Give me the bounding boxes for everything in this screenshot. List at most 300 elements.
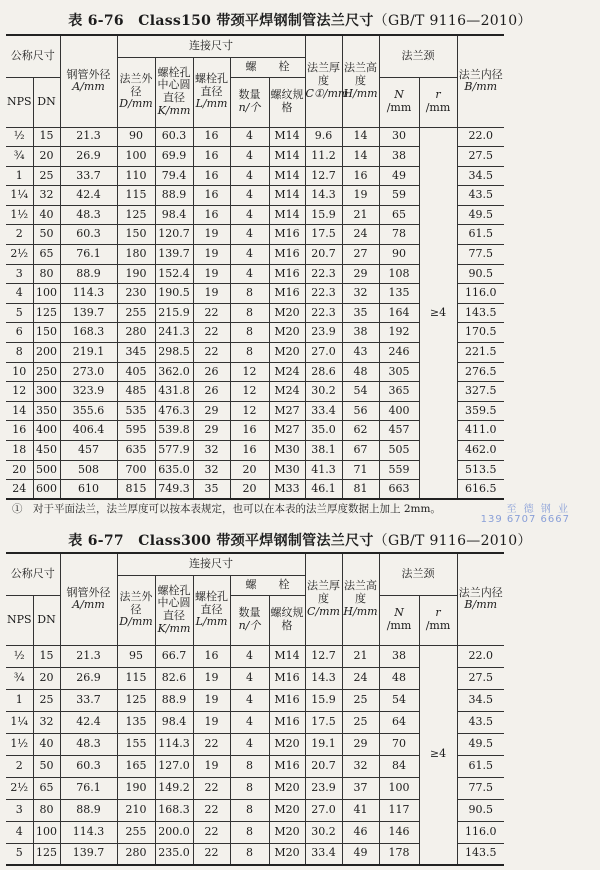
dn-cell: 20: [33, 147, 60, 167]
dn-cell: 65: [33, 245, 60, 265]
unit: D/mm: [119, 615, 153, 629]
bolt-hole-cell: 26: [193, 362, 230, 382]
pipe-od-header: [60, 35, 117, 127]
h: 钢管外径: [66, 67, 111, 81]
dn-cell: 32: [33, 186, 60, 206]
dn-cell: 125: [33, 843, 60, 865]
pipe-od-cell: 355.6: [60, 401, 117, 421]
flange-od-cell: 180: [117, 245, 155, 265]
neck-n-cell: 100: [379, 777, 419, 799]
nps-cell: 14: [6, 401, 33, 421]
nps-cell: 1¼: [6, 711, 33, 733]
flange-od-cell: 100: [117, 147, 155, 167]
bore-cell: 276.5: [457, 362, 504, 382]
table1-title: [0, 10, 600, 30]
h: 法兰内径: [458, 585, 503, 599]
flange-od-cell: 815: [117, 480, 155, 500]
h: 数量: [238, 606, 261, 620]
dn-cell: 600: [33, 480, 60, 500]
bolt-qty-cell: 4: [230, 225, 269, 245]
neck-n-cell: 48: [379, 667, 419, 689]
bolt-qty-cell: 12: [230, 401, 269, 421]
bolt-circle-cell: 362.0: [155, 362, 193, 382]
flange-od-cell: 485: [117, 382, 155, 402]
bolt-circle-header: [155, 57, 193, 127]
h: 法兰高度: [344, 61, 377, 87]
nominal-size-header-cell: [6, 35, 60, 77]
neck-n-cell: 49: [379, 166, 419, 186]
neck-n-cell: 108: [379, 264, 419, 284]
dn-cell: 100: [33, 284, 60, 304]
neck-n-cell: 64: [379, 711, 419, 733]
h: 钢管外径: [66, 585, 111, 599]
h: N: [394, 606, 404, 620]
bolt-qty-cell: 20: [230, 480, 269, 500]
bolt-qty-cell: 4: [230, 186, 269, 206]
thread-spec-cell: M14: [269, 127, 305, 147]
unit: K/mm: [157, 621, 191, 635]
pipe-od-cell: 323.9: [60, 382, 117, 402]
thread-spec-cell: M16: [269, 755, 305, 777]
bore-cell: 221.5: [457, 343, 504, 363]
neck-n-cell: 192: [379, 323, 419, 343]
thickness-cell: 9.6: [305, 127, 342, 147]
neck-n-header: [379, 77, 419, 127]
neck-n-cell: 38: [379, 645, 419, 667]
thickness-cell: 22.3: [305, 303, 342, 323]
thread-spec-header: [269, 77, 305, 127]
height-cell: 43: [342, 343, 379, 363]
connection-header: [117, 553, 305, 575]
thread-spec-cell: M16: [269, 711, 305, 733]
bolt-hole-cell: 19: [193, 689, 230, 711]
pipe-od-cell: 60.3: [60, 755, 117, 777]
neck-n-cell: 90: [379, 245, 419, 265]
h: 法兰颈: [401, 566, 435, 580]
bolt-circle-cell: 476.3: [155, 401, 193, 421]
height-cell: 32: [342, 755, 379, 777]
h: 螺栓孔中心圆直径: [157, 583, 191, 622]
neck-n-cell: 54: [379, 689, 419, 711]
bolt-hole-cell: 29: [193, 421, 230, 441]
h: NPS: [6, 612, 32, 626]
bolt-circle-header: [155, 575, 193, 645]
h: 法兰颈: [401, 48, 435, 62]
bore-cell: 116.0: [457, 821, 504, 843]
nps-cell: 1: [6, 166, 33, 186]
dn-cell: 25: [33, 166, 60, 186]
thickness-cell: 23.9: [305, 777, 342, 799]
connection-header: [117, 35, 305, 57]
bolt-hole-header: [193, 57, 230, 127]
bolt-circle-cell: 190.5: [155, 284, 193, 304]
nps-header: [6, 77, 33, 127]
bolt-header: [230, 57, 305, 77]
h: 螺栓孔直径: [195, 72, 228, 98]
height-cell: 25: [342, 711, 379, 733]
neck-n-cell: 70: [379, 733, 419, 755]
nominal-size-header: 公称尺寸: [10, 48, 55, 62]
bolt-circle-cell: 241.3: [155, 323, 193, 343]
bore-cell: 327.5: [457, 382, 504, 402]
thread-spec-cell: M14: [269, 186, 305, 206]
thread-spec-cell: M33: [269, 480, 305, 500]
nps-cell: 12: [6, 382, 33, 402]
unit: B/mm: [464, 598, 498, 612]
neck-n-cell: 663: [379, 480, 419, 500]
neck-n-cell: 65: [379, 205, 419, 225]
neck-n-cell: 146: [379, 821, 419, 843]
flange-od-cell: 255: [117, 303, 155, 323]
neck-n-cell: 559: [379, 460, 419, 480]
pipe-od-cell: 33.7: [60, 689, 117, 711]
thread-spec-cell: M27: [269, 421, 305, 441]
h: r: [435, 606, 441, 620]
pipe-od-cell: 168.3: [60, 323, 117, 343]
thickness-cell: 23.9: [305, 323, 342, 343]
bolt-circle-cell: 168.3: [155, 799, 193, 821]
bolt-qty-cell: 4: [230, 264, 269, 284]
bolt-qty-cell: 8: [230, 777, 269, 799]
pipe-od-cell: 26.9: [60, 667, 117, 689]
flange-od-cell: 405: [117, 362, 155, 382]
thickness-header: [305, 553, 342, 645]
title-text: 表 6-76 Class150 带颈平焊钢制管法兰尺寸: [68, 13, 374, 29]
thickness-cell: 33.4: [305, 843, 342, 865]
dn-cell: 500: [33, 460, 60, 480]
height-cell: 37: [342, 777, 379, 799]
nps-cell: 1¼: [6, 186, 33, 206]
bolt-hole-cell: 26: [193, 382, 230, 402]
bolt-circle-cell: 152.4: [155, 264, 193, 284]
height-cell: 21: [342, 645, 379, 667]
flange-od-cell: 280: [117, 843, 155, 865]
flange-od-cell: 165: [117, 755, 155, 777]
bolt-qty-cell: 8: [230, 843, 269, 865]
bolt-circle-cell: 749.3: [155, 480, 193, 500]
pipe-od-cell: 76.1: [60, 245, 117, 265]
nps-cell: 5: [6, 843, 33, 865]
class150-flange-table: [6, 34, 504, 500]
pipe-od-cell: 114.3: [60, 284, 117, 304]
height-cell: 81: [342, 480, 379, 500]
flange-od-cell: 700: [117, 460, 155, 480]
table-row: [6, 127, 504, 147]
bolt-hole-cell: 22: [193, 799, 230, 821]
h: 螺纹规格: [270, 88, 304, 114]
bore-cell: 34.5: [457, 166, 504, 186]
bolt-hole-cell: 32: [193, 441, 230, 461]
neck-n-cell: 38: [379, 147, 419, 167]
neck-n-header: [379, 595, 419, 645]
pipe-od-cell: 88.9: [60, 799, 117, 821]
unit: H/mm: [343, 86, 378, 100]
bore-cell: 61.5: [457, 225, 504, 245]
bolt-hole-header: [193, 575, 230, 645]
bolt-qty-cell: 4: [230, 733, 269, 755]
height-cell: 19: [342, 186, 379, 206]
bolt-circle-cell: 120.7: [155, 225, 193, 245]
bore-cell: 27.5: [457, 667, 504, 689]
bore-cell: 170.5: [457, 323, 504, 343]
bore-cell: 143.5: [457, 843, 504, 865]
bolt-circle-cell: 114.3: [155, 733, 193, 755]
thread-spec-cell: M20: [269, 821, 305, 843]
neck-n-cell: 117: [379, 799, 419, 821]
thread-spec-cell: M14: [269, 645, 305, 667]
neck-n-cell: 178: [379, 843, 419, 865]
bolt-qty-header: [230, 77, 269, 127]
h: 法兰内径: [458, 67, 503, 81]
bolt-circle-cell: 82.6: [155, 667, 193, 689]
bolt-circle-cell: 298.5: [155, 343, 193, 363]
flange-od-cell: 210: [117, 799, 155, 821]
bolt-hole-cell: 32: [193, 460, 230, 480]
dn-cell: 15: [33, 645, 60, 667]
table2-title: [0, 530, 600, 550]
pipe-od-cell: 508: [60, 460, 117, 480]
dn-cell: 32: [33, 711, 60, 733]
pipe-od-cell: 457: [60, 441, 117, 461]
height-cell: 49: [342, 843, 379, 865]
bore-cell: 43.5: [457, 711, 504, 733]
flange-od-cell: 150: [117, 225, 155, 245]
nps-cell: ¾: [6, 667, 33, 689]
h: 螺 栓: [245, 577, 290, 591]
bolt-hole-cell: 22: [193, 777, 230, 799]
pipe-od-cell: 33.7: [60, 166, 117, 186]
thread-spec-cell: M14: [269, 205, 305, 225]
bolt-qty-cell: 16: [230, 441, 269, 461]
unit: B/mm: [464, 80, 498, 94]
bolt-hole-cell: 22: [193, 343, 230, 363]
flange-od-cell: 190: [117, 777, 155, 799]
bolt-circle-cell: 200.0: [155, 821, 193, 843]
dn-cell: 125: [33, 303, 60, 323]
unit: A/mm: [72, 80, 105, 94]
height-cell: 27: [342, 245, 379, 265]
thread-spec-cell: M14: [269, 166, 305, 186]
bore-cell: 77.5: [457, 245, 504, 265]
thread-spec-cell: M20: [269, 343, 305, 363]
unit: n/个: [238, 101, 261, 114]
pipe-od-cell: 88.9: [60, 264, 117, 284]
thickness-cell: 22.3: [305, 264, 342, 284]
thickness-cell: 33.4: [305, 401, 342, 421]
neck-r-header: [419, 77, 457, 127]
bolt-qty-header: [230, 595, 269, 645]
bore-header: [457, 553, 504, 645]
thickness-cell: 15.9: [305, 205, 342, 225]
unit: /mm: [425, 619, 451, 632]
flange-od-cell: 135: [117, 711, 155, 733]
flange-od-cell: 345: [117, 343, 155, 363]
neck-r-header: [419, 595, 457, 645]
bolt-circle-cell: 577.9: [155, 441, 193, 461]
thread-spec-cell: M16: [269, 284, 305, 304]
title-standard: （GB/T 9116—2010）: [373, 13, 532, 29]
h: NPS: [6, 94, 32, 108]
neck-n-cell: 505: [379, 441, 419, 461]
bore-cell: 513.5: [457, 460, 504, 480]
flange-od-cell: 230: [117, 284, 155, 304]
bolt-circle-cell: 149.2: [155, 777, 193, 799]
nps-cell: 16: [6, 421, 33, 441]
nps-cell: 4: [6, 821, 33, 843]
bolt-header: [230, 575, 305, 595]
dn-cell: 50: [33, 225, 60, 245]
flange-od-cell: 535: [117, 401, 155, 421]
dn-cell: 20: [33, 667, 60, 689]
height-cell: 29: [342, 733, 379, 755]
flange-od-cell: 595: [117, 421, 155, 441]
bolt-circle-cell: 69.9: [155, 147, 193, 167]
bore-header: [457, 35, 504, 127]
h: DN: [37, 612, 56, 626]
nps-cell: 3: [6, 264, 33, 284]
height-cell: 25: [342, 689, 379, 711]
unit: D/mm: [119, 97, 153, 111]
dn-header: [33, 77, 60, 127]
unit: L/mm: [195, 97, 228, 111]
dn-cell: 300: [33, 382, 60, 402]
flange-od-cell: 90: [117, 127, 155, 147]
thickness-cell: 28.6: [305, 362, 342, 382]
pipe-od-cell: 48.3: [60, 733, 117, 755]
thickness-cell: 20.7: [305, 755, 342, 777]
unit: /mm: [425, 101, 451, 114]
height-cell: 62: [342, 421, 379, 441]
pipe-od-cell: 406.4: [60, 421, 117, 441]
flange-od-header: [117, 57, 155, 127]
bore-cell: 411.0: [457, 421, 504, 441]
bolt-hole-cell: 22: [193, 843, 230, 865]
bore-cell: 116.0: [457, 284, 504, 304]
bolt-hole-cell: 19: [193, 245, 230, 265]
h: 螺栓孔直径: [195, 590, 228, 616]
unit: C①/mm: [305, 86, 349, 100]
pipe-od-cell: 21.3: [60, 127, 117, 147]
dn-cell: 350: [33, 401, 60, 421]
h: N: [394, 88, 404, 102]
thickness-cell: 11.2: [305, 147, 342, 167]
unit: L/mm: [195, 615, 228, 629]
neck-n-cell: 457: [379, 421, 419, 441]
bolt-hole-cell: 19: [193, 711, 230, 733]
neck-n-cell: 135: [379, 284, 419, 304]
dn-cell: 250: [33, 362, 60, 382]
nps-header: [6, 595, 33, 645]
bolt-circle-cell: 215.9: [155, 303, 193, 323]
bolt-qty-cell: 8: [230, 799, 269, 821]
nps-cell: 10: [6, 362, 33, 382]
thread-spec-cell: M16: [269, 264, 305, 284]
h: 螺栓孔中心圆直径: [157, 65, 191, 104]
bolt-hole-cell: 19: [193, 667, 230, 689]
title-standard: （GB/T 9116—2010）: [373, 533, 532, 549]
bore-cell: 22.0: [457, 127, 504, 147]
thickness-cell: 22.3: [305, 284, 342, 304]
flange-od-cell: 280: [117, 323, 155, 343]
pipe-od-header: [60, 553, 117, 645]
bolt-hole-cell: 29: [193, 401, 230, 421]
bolt-circle-cell: 66.7: [155, 645, 193, 667]
dn-cell: 80: [33, 264, 60, 284]
bolt-qty-cell: 12: [230, 362, 269, 382]
nps-cell: 24: [6, 480, 33, 500]
neck-n-cell: 78: [379, 225, 419, 245]
bolt-circle-cell: 127.0: [155, 755, 193, 777]
dn-cell: 50: [33, 755, 60, 777]
neck-header: [379, 553, 457, 595]
thickness-cell: 17.5: [305, 225, 342, 245]
pipe-od-cell: 139.7: [60, 303, 117, 323]
h: 螺 栓: [245, 59, 290, 73]
bolt-circle-cell: 98.4: [155, 205, 193, 225]
thread-spec-cell: M20: [269, 733, 305, 755]
nps-cell: 8: [6, 343, 33, 363]
bolt-circle-cell: 539.8: [155, 421, 193, 441]
bolt-circle-cell: 635.0: [155, 460, 193, 480]
thread-spec-cell: M14: [269, 147, 305, 167]
bolt-circle-cell: 431.8: [155, 382, 193, 402]
class300-flange-table: [6, 552, 504, 866]
neck-header: [379, 35, 457, 77]
thread-spec-cell: M20: [269, 799, 305, 821]
thickness-cell: 15.9: [305, 689, 342, 711]
thread-spec-cell: M16: [269, 667, 305, 689]
table-row: [6, 645, 504, 667]
bolt-qty-cell: 4: [230, 166, 269, 186]
h: DN: [37, 94, 56, 108]
nps-cell: 2½: [6, 777, 33, 799]
dn-cell: 400: [33, 421, 60, 441]
bolt-circle-cell: 88.9: [155, 689, 193, 711]
bore-cell: 90.5: [457, 799, 504, 821]
bolt-qty-cell: 8: [230, 284, 269, 304]
nps-cell: 6: [6, 323, 33, 343]
pipe-od-cell: 76.1: [60, 777, 117, 799]
flange-od-cell: 155: [117, 733, 155, 755]
bolt-circle-cell: 139.7: [155, 245, 193, 265]
thread-spec-cell: M16: [269, 689, 305, 711]
thread-spec-header: [269, 595, 305, 645]
flange-od-cell: 635: [117, 441, 155, 461]
height-cell: 24: [342, 225, 379, 245]
bore-cell: 359.5: [457, 401, 504, 421]
dn-cell: 80: [33, 799, 60, 821]
bolt-hole-cell: 16: [193, 127, 230, 147]
nominal-size-header-cell: [6, 553, 60, 595]
bolt-qty-cell: 8: [230, 821, 269, 843]
bolt-hole-cell: 16: [193, 186, 230, 206]
nps-cell: ½: [6, 127, 33, 147]
bore-cell: 49.5: [457, 205, 504, 225]
bolt-qty-cell: 8: [230, 323, 269, 343]
neck-n-cell: 30: [379, 127, 419, 147]
nps-cell: 20: [6, 460, 33, 480]
dn-cell: 25: [33, 689, 60, 711]
dn-cell: 100: [33, 821, 60, 843]
height-header: [342, 553, 379, 645]
bolt-circle-cell: 88.9: [155, 186, 193, 206]
thickness-cell: 20.7: [305, 245, 342, 265]
dn-cell: 40: [33, 733, 60, 755]
nps-cell: 18: [6, 441, 33, 461]
bolt-hole-cell: 16: [193, 166, 230, 186]
thickness-cell: 27.0: [305, 343, 342, 363]
bore-cell: 34.5: [457, 689, 504, 711]
